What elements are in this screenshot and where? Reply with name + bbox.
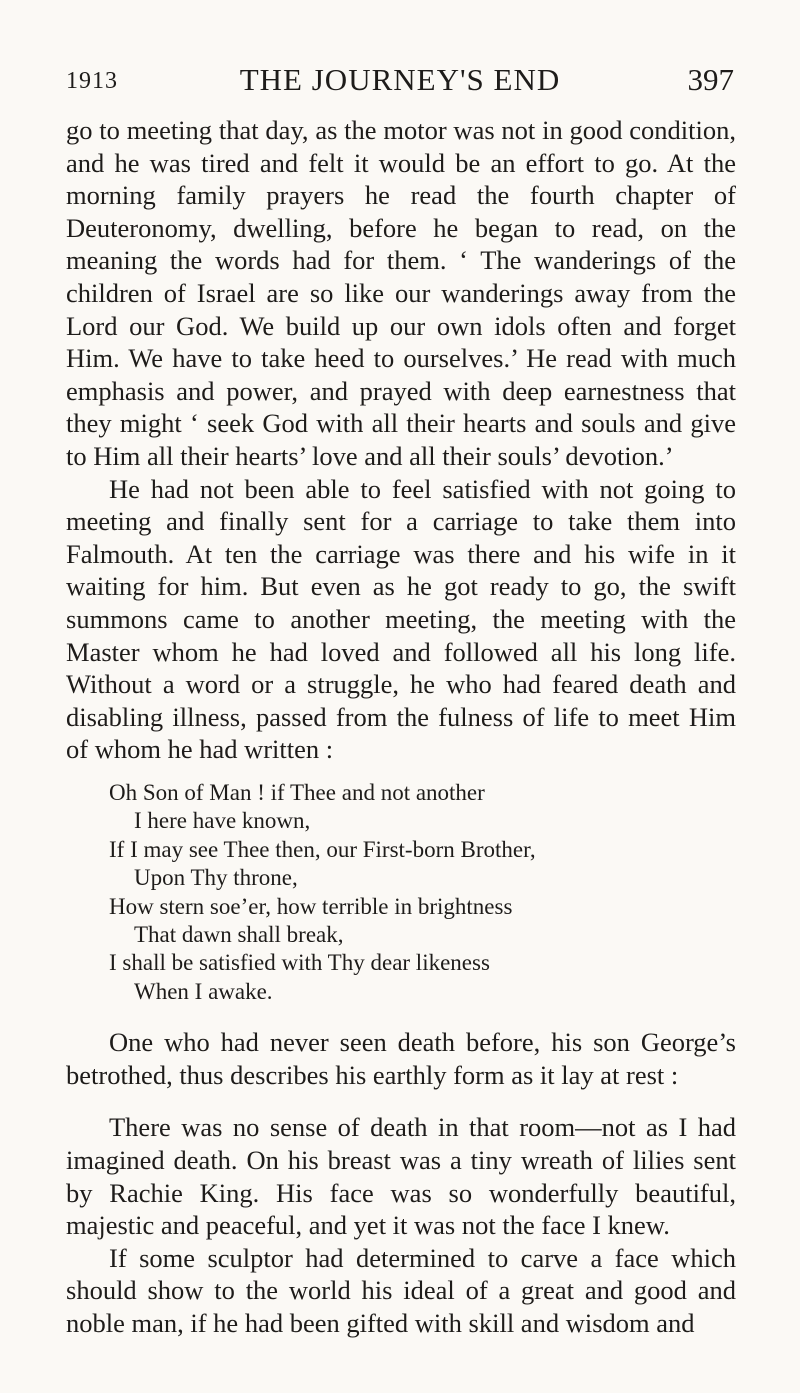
- poem-line: If I may see Thee then, our First-born Brother,: [109, 836, 536, 862]
- poem-line: Upon Thy throne,: [134, 865, 298, 891]
- quoted-paragraph: There was no sense of death in that room—not as I had imagined death. On his breast was a tiny wreath of lilies sent by Rachie King. His face was so wonderfully beautiful, majestic and peaceful, and yet it was not the face I knew.: [66, 1112, 736, 1241]
- paragraph: One who had never seen death before, his son George’s betrothed, thus describes his earthly form as it lay at rest :: [66, 1027, 736, 1090]
- poem-line: That dawn shall break,: [134, 921, 344, 947]
- quoted-paragraph: If some sculptor had determined to carve a face which should show to the world his ideal of a great and good and noble man, if he had been gifted with skill and wisdom and: [66, 1242, 736, 1338]
- running-header: [66, 62, 734, 102]
- poem-line: I shall be satisfied with Thy dear likeness: [109, 950, 490, 976]
- poem-line: Oh Son of Man ! if Thee and not another: [109, 779, 485, 805]
- poem-line: When I awake.: [134, 978, 273, 1004]
- poem-line: How stern soe’er, how terrible in brightness: [109, 893, 513, 919]
- header-year: 1913: [66, 68, 118, 94]
- poem-line: I here have known,: [134, 808, 311, 834]
- paragraph: go to meeting that day, as the motor was not in good condition, and he was tired and felt it would be an effort to go. At the morning family prayers he read the fourth chapter of Deuteronomy, dwelling, before he began to read, on the meaning the words had for them. ‘ The wanderings of the children of Israel are so like our wanderings away from the Lord our God. We build up our own idols often and forget Him. We have to take heed to ourselves.’ He read with much emphasis and power, and prayed with deep earnestness that they might ‘ seek God with all their hearts and souls and give to Him all their hearts’ love and all their souls’ devotion.’: [66, 115, 736, 471]
- poem: [109, 779, 736, 1006]
- paragraph: He had not been able to feel satisfied with not going to meeting and finally sent for a carriage to take them into Falmouth. At ten the carriage was there and his wife in it waiting for him. But even as he got ready to go, the swift summons came to another meeting, the meeting with the Master whom he had loved and followed all his long life. Without a word or a struggle, he who had feared death and disabling illness, passed from the fulness of life to meet Him of whom he had written :: [66, 473, 736, 765]
- page-body: [66, 114, 736, 1339]
- header-title: THE JOURNEY'S END: [239, 62, 561, 97]
- page-number: 397: [687, 62, 734, 97]
- spacer: [66, 1091, 736, 1111]
